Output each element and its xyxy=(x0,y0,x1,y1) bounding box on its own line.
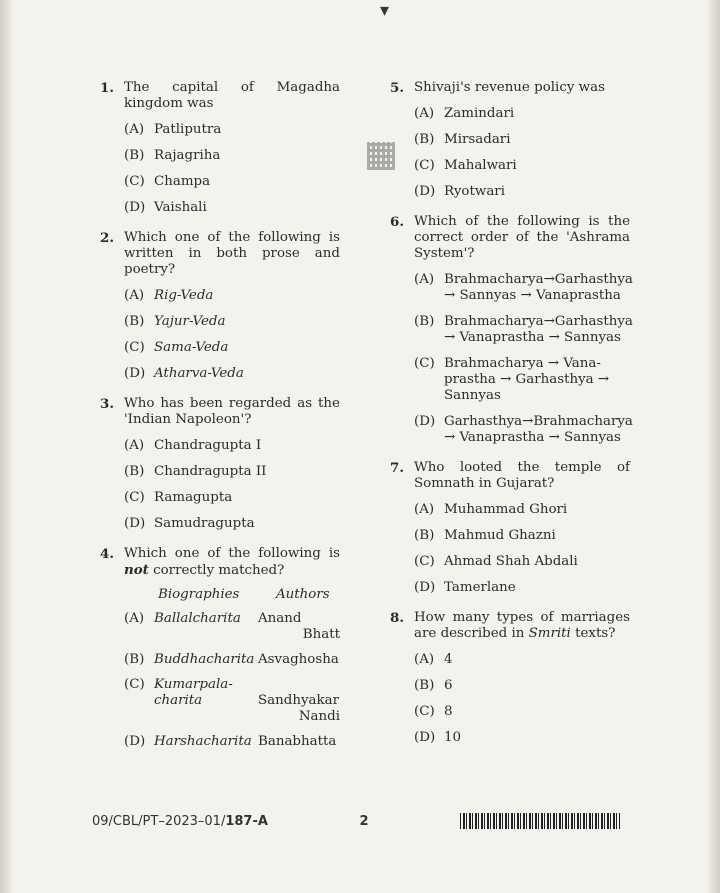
option-a: (A) Rig-Veda xyxy=(124,288,214,303)
question-3 xyxy=(100,396,340,532)
option-c: (C) 8 xyxy=(414,704,453,719)
option-c: (C) Ramagupta xyxy=(124,490,233,505)
question-text: Shivaji's revenue policy was xyxy=(414,80,605,95)
option-c: (C) Champa xyxy=(124,174,211,189)
option-b: (B) 6 xyxy=(414,678,453,693)
question-text: How many types of marriages are described in Smriti texts? xyxy=(414,610,630,641)
page-number: 2 xyxy=(359,813,369,829)
staple-mark: ▾ xyxy=(380,0,390,21)
option-c: (C) Ahmad Shah Abdali xyxy=(414,554,578,569)
page-left-shadow xyxy=(0,0,14,893)
option-b: (B) Buddhacharita Asvaghosha xyxy=(124,652,339,667)
question-number: 2. xyxy=(100,230,114,246)
option-b: (B) Brahmacharya→Garhasthya → Vanaprastha → Sannyas xyxy=(414,314,633,345)
question-number: 7. xyxy=(390,460,404,476)
option-b: (B) Chandragupta II xyxy=(124,464,267,479)
question-number: 1. xyxy=(100,80,114,96)
option-a: (A) Zamindari xyxy=(414,106,515,121)
option-b: (B) Yajur-Veda xyxy=(124,314,226,329)
question-2 xyxy=(100,230,340,382)
page-footer xyxy=(92,813,620,829)
option-d: (D) Samudragupta xyxy=(124,516,255,531)
option-d: (D) Atharva-Veda xyxy=(124,366,244,381)
question-6 xyxy=(390,214,633,446)
question-8 xyxy=(390,610,630,746)
option-a: (A) Patliputra xyxy=(124,122,222,137)
option-c: (C) Kumarpala-charita Sandhyakar Nandi xyxy=(124,677,340,724)
question-text: Which one of the following is not correctly matched? xyxy=(124,546,340,578)
question-text: The capital of Magadha kingdom was xyxy=(124,80,340,111)
right-column xyxy=(390,80,633,760)
question-1 xyxy=(100,80,340,216)
question-number: 3. xyxy=(100,396,114,412)
option-a: (A) Muhammad Ghori xyxy=(414,502,568,517)
option-d: (D) 10 xyxy=(414,730,462,745)
option-d: (D) Ryotwari xyxy=(414,184,505,199)
option-a: (A) Ballalcharita Anand Bhatt xyxy=(124,611,340,642)
question-number: 5. xyxy=(390,80,404,96)
page-right-shadow xyxy=(706,0,720,893)
question-text: Who has been regarded as the 'Indian Napoleon'? xyxy=(124,396,340,427)
question-number: 8. xyxy=(390,610,404,626)
match-table-header: Biographies Authors xyxy=(158,587,330,602)
question-text: Who looted the temple of Somnath in Gujarat? xyxy=(414,460,630,491)
question-number: 6. xyxy=(390,214,404,230)
option-c: (C) Brahmacharya → Vana-prastha → Garhasthya → Sannyas xyxy=(414,356,610,403)
option-d: (D) Vaishali xyxy=(124,200,207,215)
option-d: (D) Tamerlane xyxy=(414,580,516,595)
barcode-image xyxy=(460,813,620,829)
option-a: (A) Brahmacharya→Garhasthya → Sannyas → Vanaprastha xyxy=(414,272,633,303)
left-column xyxy=(100,80,340,764)
option-b: (B) Rajagriha xyxy=(124,148,221,163)
question-text: Which of the following is the correct order of the 'Ashrama System'? xyxy=(414,214,630,261)
option-c: (C) Sama-Veda xyxy=(124,340,229,355)
question-number: 4. xyxy=(100,546,114,562)
option-c: (C) Mahalwari xyxy=(414,158,517,173)
question-text: Which one of the following is written in both prose and poetry? xyxy=(124,230,340,277)
paper-code: 09/CBL/PT–2023–01/187-A xyxy=(92,813,268,829)
option-d: (D) Harshacharita Banabhatta xyxy=(124,734,337,749)
option-a: (A) 4 xyxy=(414,652,453,667)
question-7 xyxy=(390,460,630,596)
option-d: (D) Garhasthya→Brahmacharya → Vanaprastha → Sannyas xyxy=(414,414,633,445)
question-5 xyxy=(390,80,630,200)
option-b: (B) Mahmud Ghazni xyxy=(414,528,556,543)
option-a: (A) Chandragupta I xyxy=(124,438,262,453)
option-b: (B) Mirsadari xyxy=(414,132,511,147)
question-4 xyxy=(100,546,340,750)
